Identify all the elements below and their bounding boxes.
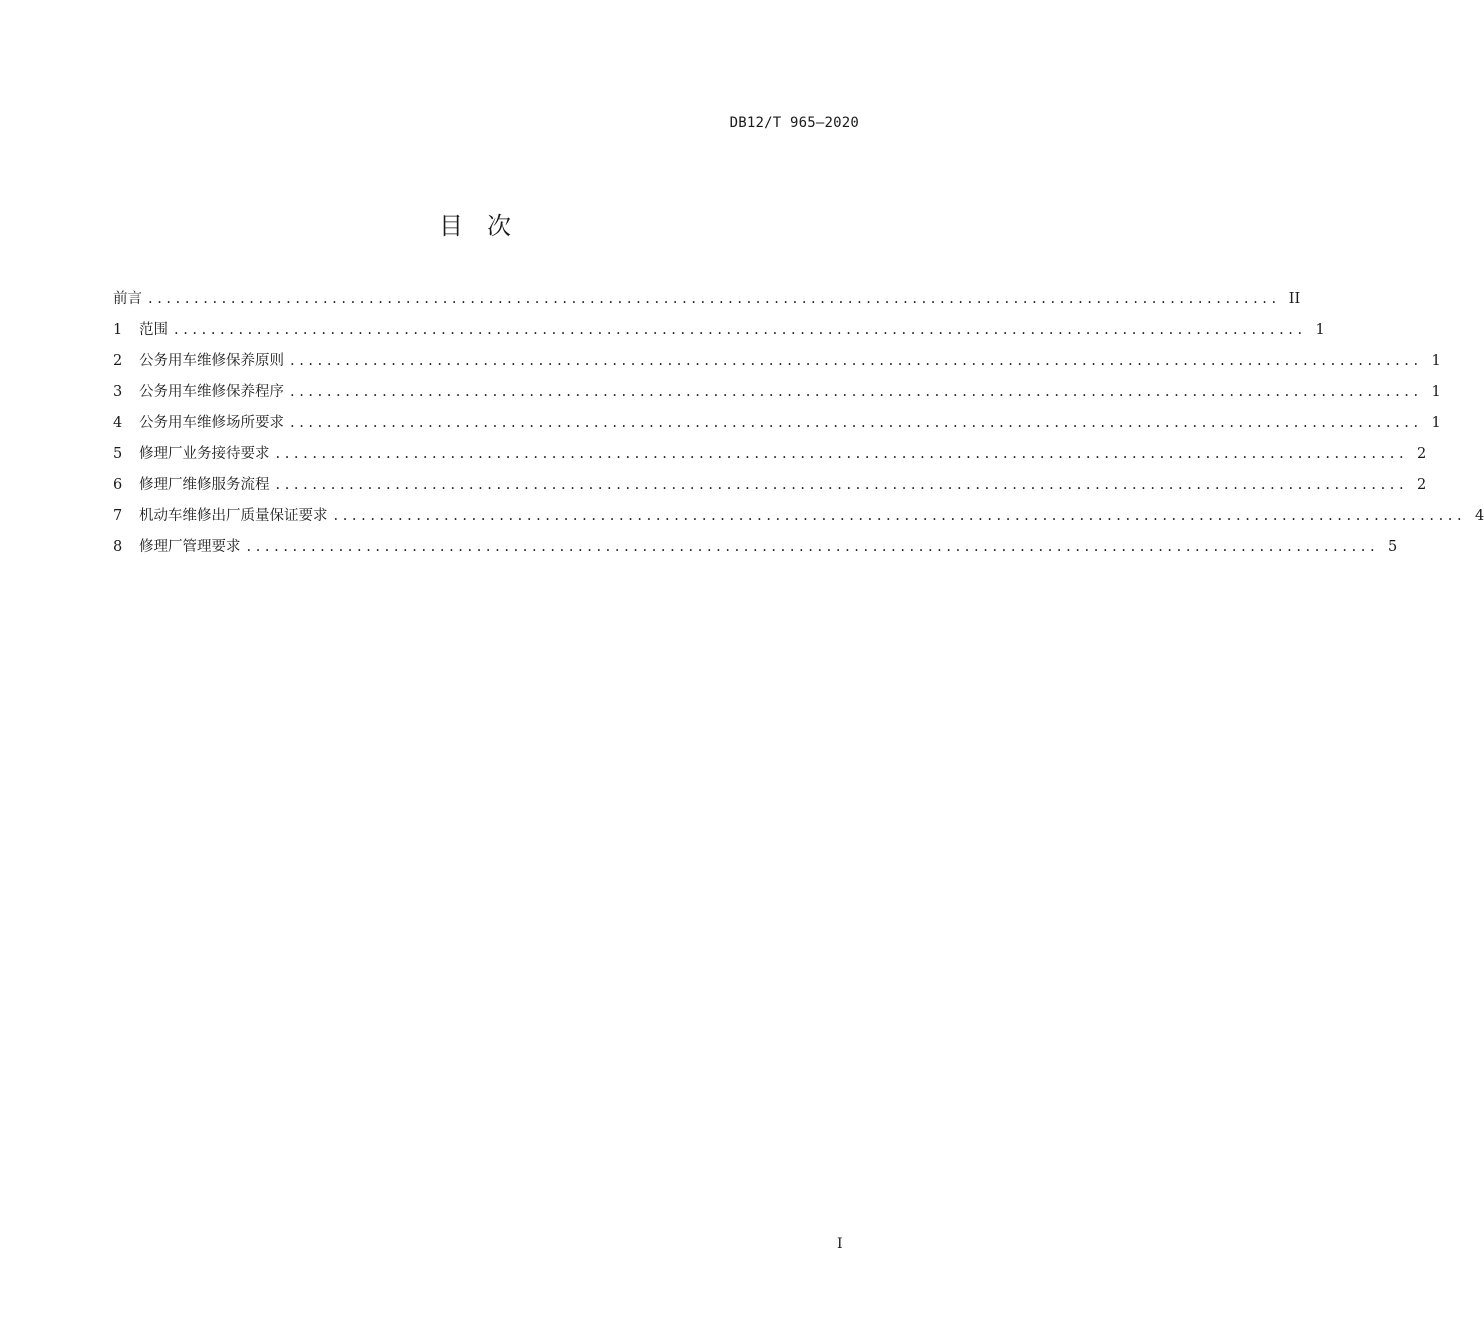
toc-entry-text: 公务用车维修场所要求 (139, 415, 284, 431)
toc-entry-number: 5 (113, 446, 123, 462)
toc-title-char-1: 目 (439, 212, 463, 240)
toc-entry-number: 4 (113, 415, 123, 431)
toc-entry-text: 前言 (113, 291, 142, 307)
toc-entry-number: 3 (113, 384, 123, 400)
toc-entry-number: 1 (113, 322, 123, 338)
toc-entry-page: 2 (1417, 477, 1427, 493)
toc-entry-number: 7 (113, 508, 123, 524)
toc-leader-dots: ........................................................................................................................... (333, 508, 1467, 524)
toc-entry-number: 2 (113, 353, 123, 369)
toc-entry-page: 1 (1315, 322, 1325, 338)
toc-title (0, 206, 950, 241)
toc-entry-text: 机动车维修出厂质量保证要求 (139, 508, 328, 524)
toc-entry-8[interactable] (113, 532, 1398, 563)
toc-leader-dots: ........................................................................................................................... (174, 322, 1307, 338)
toc-entry-number: 8 (113, 539, 123, 555)
toc-entry-page: 2 (1417, 446, 1427, 462)
toc-entry-text: 修理厂维修服务流程 (139, 477, 270, 493)
toc-entry-page: 1 (1431, 353, 1441, 369)
toc-entry-text: 修理厂管理要求 (139, 539, 241, 555)
toc-leader-dots: ........................................................................................................................... (275, 446, 1409, 462)
toc-entry-7[interactable] (113, 501, 1484, 532)
toc-leader-dots: ........................................................................................................................... (275, 477, 1409, 493)
toc-entry-text: 范围 (139, 322, 168, 338)
page-number: I (837, 1236, 843, 1252)
toc-entry-foreword[interactable] (113, 284, 1301, 315)
toc-leader-dots: ........................................................................................................................... (290, 353, 1423, 369)
toc-entry-page: 1 (1431, 415, 1441, 431)
document-code: DB12/T 965—2020 (729, 115, 859, 131)
toc-entry-6[interactable] (113, 470, 1427, 501)
toc-leader-dots: ........................................................................................................................... (290, 384, 1423, 400)
toc-title-char-2: 次 (487, 212, 511, 240)
toc-entry-page: 5 (1388, 539, 1398, 555)
toc-entry-page: 1 (1431, 384, 1441, 400)
toc-entry-text: 公务用车维修保养原则 (139, 353, 284, 369)
toc-entry-text: 公务用车维修保养程序 (139, 384, 284, 400)
toc-leader-dots: ........................................................................................................................... (290, 415, 1423, 431)
toc-entry-page: II (1288, 291, 1301, 307)
toc-entry-number: 6 (113, 477, 123, 493)
toc-leader-dots: ........................................................................................................................... (148, 291, 1281, 307)
table-of-contents (113, 284, 1484, 563)
toc-entry-page: 4 (1475, 508, 1484, 524)
toc-entry-1[interactable] (113, 315, 1325, 346)
toc-entry-text: 修理厂业务接待要求 (139, 446, 270, 462)
toc-entry-3[interactable] (113, 377, 1441, 408)
toc-leader-dots: ........................................................................................................................... (246, 539, 1380, 555)
toc-entry-2[interactable] (113, 346, 1441, 377)
toc-entry-5[interactable] (113, 439, 1427, 470)
toc-entry-4[interactable] (113, 408, 1441, 439)
